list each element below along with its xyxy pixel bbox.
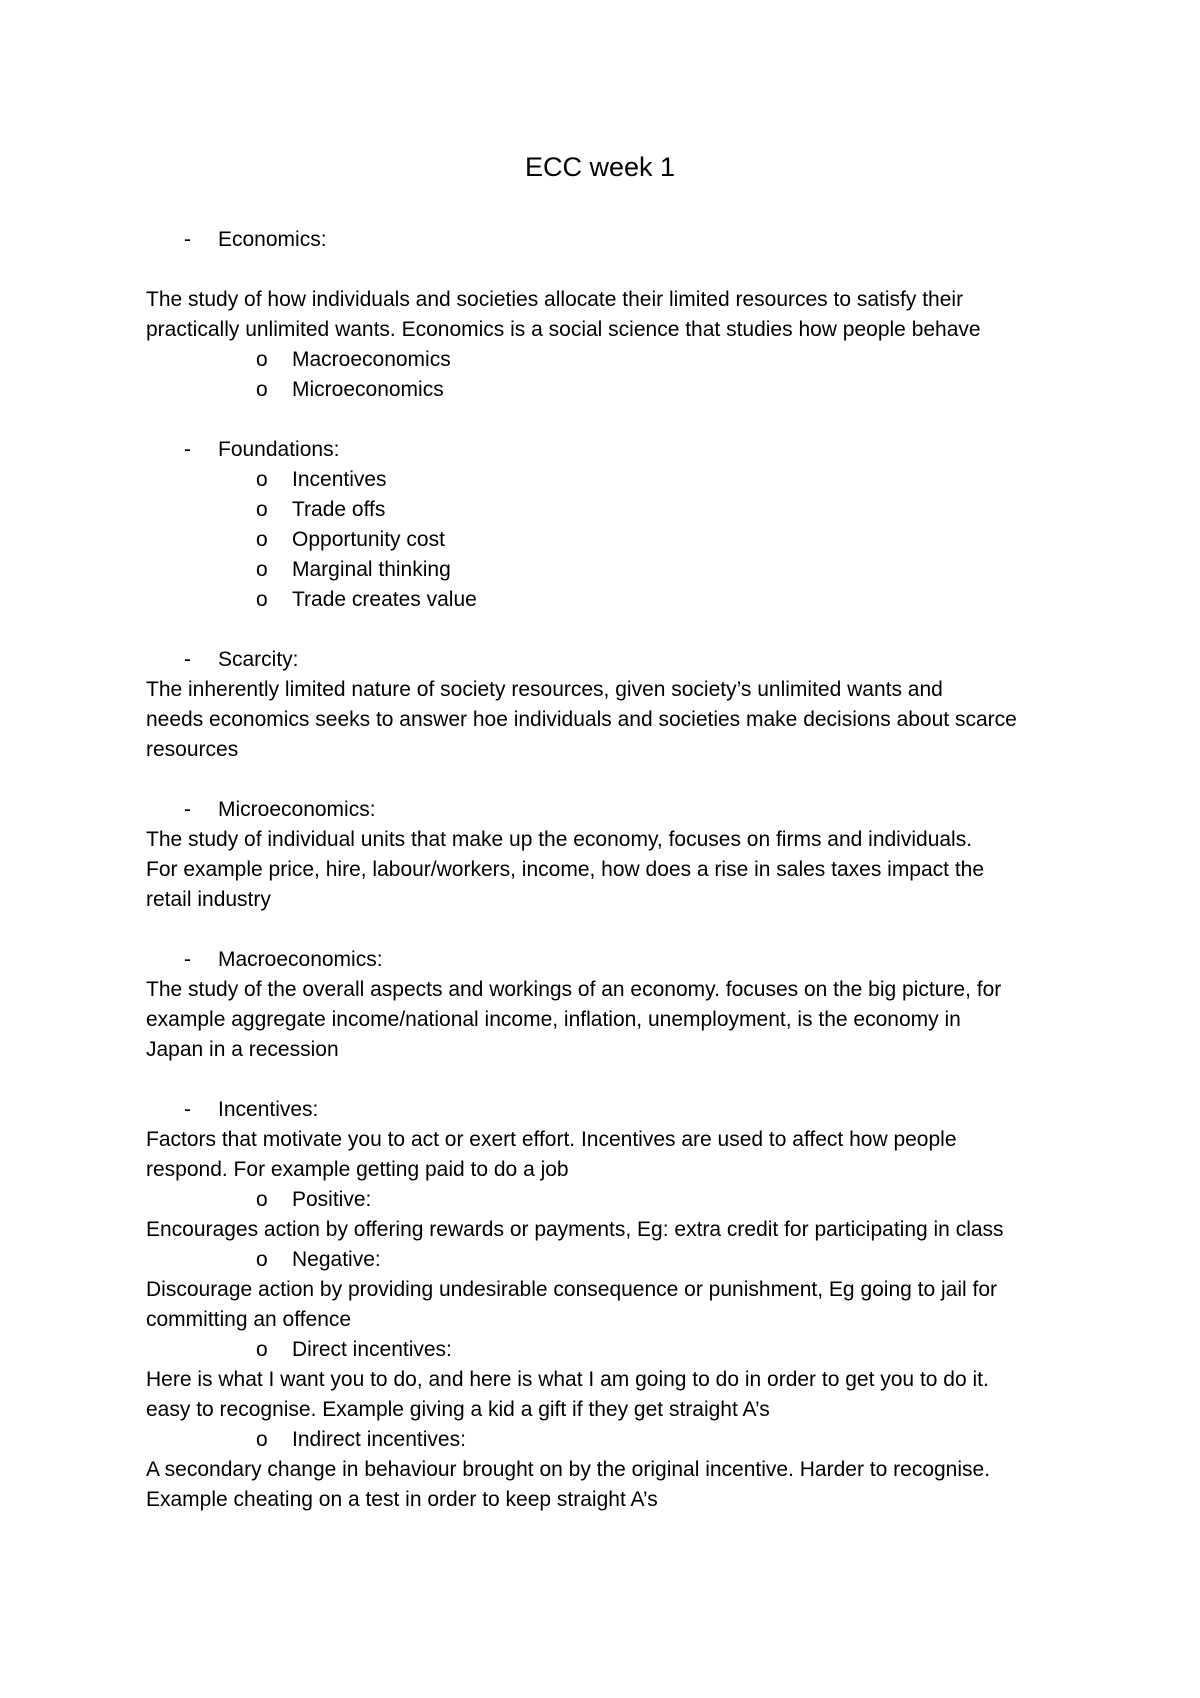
subheading-text: Positive: — [292, 1188, 372, 1211]
list-item — [146, 375, 1066, 405]
circle-bullet: o — [256, 378, 268, 401]
circle-bullet: o — [256, 498, 268, 521]
paragraph-line: Discourage action by providing undesirable consequence or punishment, Eg going to jail for — [146, 1278, 998, 1301]
paragraph-line: Japan in a recession — [146, 1038, 339, 1061]
circle-bullet: o — [256, 528, 268, 551]
dash-bullet: - — [184, 1098, 191, 1121]
list-item-text: Opportunity cost — [292, 528, 445, 551]
section-heading-microeconomics — [146, 795, 1066, 825]
paragraph-line: Example cheating on a test in order to keep straight A’s — [146, 1488, 658, 1511]
paragraph-line: The study of the overall aspects and workings of an economy. focuses on the big picture, for — [146, 978, 1002, 1001]
paragraph-line: Here is what I want you to do, and here is what I am going to do in order to get you to do it. — [146, 1368, 989, 1391]
paragraph-line: For example price, hire, labour/workers, income, how does a rise in sales taxes impact the — [146, 858, 985, 881]
paragraph-line: The study of individual units that make up the economy, focuses on firms and individuals. — [146, 828, 973, 851]
circle-bullet: o — [256, 348, 268, 371]
subheading-text: Indirect incentives: — [292, 1428, 466, 1451]
subheading-text: Direct incentives: — [292, 1338, 452, 1361]
subheading-direct-incentives — [146, 1335, 1066, 1365]
paragraph-line: easy to recognise. Example giving a kid a gift if they get straight A’s — [146, 1398, 770, 1421]
subheading-positive — [146, 1185, 1066, 1215]
circle-bullet: o — [256, 468, 268, 491]
paragraph-line: retail industry — [146, 888, 271, 911]
list-item-text: Marginal thinking — [292, 558, 451, 581]
list-item — [146, 525, 1066, 555]
dash-bullet: - — [184, 228, 191, 251]
heading-text: Microeconomics: — [218, 798, 376, 821]
list-item — [146, 345, 1066, 375]
heading-text: Economics: — [218, 228, 327, 251]
list-item — [146, 465, 1066, 495]
list-item — [146, 585, 1066, 615]
heading-text: Scarcity: — [218, 648, 299, 671]
paragraph-line: practically unlimited wants. Economics is a social science that studies how people behave — [146, 318, 981, 341]
circle-bullet: o — [256, 588, 268, 611]
section-heading-scarcity — [146, 645, 1066, 675]
circle-bullet: o — [256, 558, 268, 581]
list-item-text: Incentives — [292, 468, 387, 491]
subheading-text: Negative: — [292, 1248, 381, 1271]
section-heading-foundations — [146, 435, 1066, 465]
paragraph-line: A secondary change in behaviour brought on by the original incentive. Harder to recognise. — [146, 1458, 991, 1481]
paragraph-line: resources — [146, 738, 239, 761]
paragraph-line: Factors that motivate you to act or exert effort. Incentives are used to affect how people — [146, 1128, 957, 1151]
circle-bullet: o — [256, 1428, 268, 1451]
document-body — [146, 225, 1066, 1515]
section-heading-macroeconomics — [146, 945, 1066, 975]
paragraph-line: example aggregate income/national income, inflation, unemployment, is the economy in — [146, 1008, 961, 1031]
dash-bullet: - — [184, 438, 191, 461]
dash-bullet: - — [184, 798, 191, 821]
paragraph-line: respond. For example getting paid to do a job — [146, 1158, 569, 1181]
dash-bullet: - — [184, 648, 191, 671]
paragraph-line: needs economics seeks to answer hoe individuals and societies make decisions about scarce — [146, 708, 1017, 731]
subheading-indirect-incentives — [146, 1425, 1066, 1455]
heading-text: Foundations: — [218, 438, 340, 461]
list-item-text: Trade offs — [292, 498, 386, 521]
circle-bullet: o — [256, 1248, 268, 1271]
paragraph-line: committing an offence — [146, 1308, 352, 1331]
subheading-negative — [146, 1245, 1066, 1275]
list-item-text: Macroeconomics — [292, 348, 451, 371]
list-item — [146, 495, 1066, 525]
circle-bullet: o — [256, 1338, 268, 1361]
heading-text: Macroeconomics: — [218, 948, 383, 971]
paragraph-line: The study of how individuals and societies allocate their limited resources to satisfy their — [146, 288, 964, 311]
list-item — [146, 555, 1066, 585]
heading-text: Incentives: — [218, 1098, 319, 1121]
list-item-text: Trade creates value — [292, 588, 477, 611]
circle-bullet: o — [256, 1188, 268, 1211]
paragraph-line: The inherently limited nature of society resources, given society’s unlimited wants and — [146, 678, 943, 701]
section-heading-incentives — [146, 1095, 1066, 1125]
section-heading-economics — [146, 225, 1066, 255]
paragraph-line: Encourages action by offering rewards or payments, Eg: extra credit for participating in class — [146, 1218, 1004, 1241]
list-item-text: Microeconomics — [292, 378, 444, 401]
dash-bullet: - — [184, 948, 191, 971]
page-title: ECC week 1 — [524, 152, 676, 182]
